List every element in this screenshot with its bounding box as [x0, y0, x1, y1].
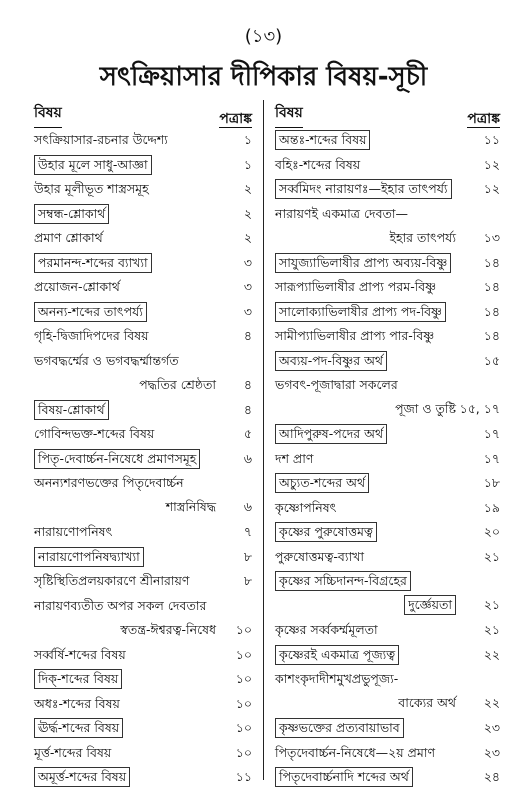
- toc-entry: [34, 692, 252, 717]
- toc-entry-text: সৃষ্টিস্থিতিপ্রলয়কারণে শ্রীনারায়ণ: [34, 573, 190, 588]
- toc-entry: [34, 349, 252, 398]
- toc-entry-text: পুরুষোত্তমত্ব-ব্যাখা: [275, 548, 364, 564]
- toc-entry-text: ভগবদ্ধর্ম্মের ও ভগবদ্ধর্ম্মান্তর্গত: [34, 352, 179, 368]
- toc-entry-text: কৃষ্ণভক্তের প্রত্যবায়াভাব: [275, 718, 404, 738]
- toc-entry-text: অধঃ-শব্দের বিষয়: [34, 695, 120, 711]
- toc-entry-text: মূর্ত্ত-শব্দের বিষয়: [34, 744, 112, 760]
- toc-entry-page: ২৪: [483, 769, 500, 784]
- toc-entry: [275, 153, 500, 178]
- toc-entry-text: সাযুজ্যাভিলাষীর প্রাপ্য অব্যয়-বিষ্ণু: [275, 253, 451, 273]
- toc-entry-page: ২৩: [483, 744, 500, 760]
- toc-entry: [275, 275, 500, 300]
- toc-entry-page: ২২: [483, 646, 500, 662]
- toc-entry-page: ১৫: [483, 352, 500, 368]
- toc-entry: [34, 716, 252, 741]
- toc-entry-text: সালোক্যাভিলাষীর প্রাপ্য পদ-বিষ্ণু: [275, 302, 446, 322]
- toc-entry: [275, 300, 500, 325]
- toc-entry-page: ১৪: [483, 279, 500, 294]
- toc-entry: [34, 520, 252, 545]
- toc-entry: [34, 741, 252, 766]
- toc-entry-page: ৩: [243, 254, 252, 270]
- left-column: [34, 104, 252, 790]
- toc-entry-text: প্রমাণ শ্লোকার্থ: [34, 230, 103, 245]
- toc-entry-text: পিতৃদেবার্চ্চন-নিষেধে—২য় প্রমাণ: [275, 744, 436, 760]
- toc-entry: [34, 667, 252, 692]
- toc-entry-page: ১০: [235, 695, 252, 711]
- toc-entry: [34, 226, 252, 251]
- toc-entry-text-continued: বাক্যের অর্থ: [398, 695, 456, 710]
- toc-entry-text: আদিপুরুষ-পদের অর্থ: [275, 424, 387, 444]
- toc-entry-text: অনন্যশরণভক্তের পিতৃদেবার্চ্চন: [34, 475, 184, 490]
- toc-entry-text: অনন্য-শব্দের তাৎপর্য্য: [34, 302, 147, 322]
- right-entry-list: [275, 128, 500, 790]
- toc-entry: [34, 643, 252, 668]
- toc-entry-text: বহিঃ-শব্দের বিষয়: [275, 156, 361, 172]
- toc-entry-page: ১০: [235, 671, 252, 686]
- toc-entry-text: নারায়ণোপনিষৎ: [34, 524, 113, 539]
- toc-entry-text: অচ্যুত-শব্দের অর্থ: [275, 473, 369, 493]
- toc-entry-page: ১: [243, 132, 252, 147]
- toc-entry-page: ২: [243, 205, 252, 221]
- toc-entry-page: ১৮: [483, 475, 500, 490]
- toc-entry: [275, 496, 500, 521]
- toc-entry: [275, 716, 500, 741]
- toc-entry-text-continued: ইহার তাৎপর্য্য: [389, 229, 456, 245]
- toc-entry-page: ৩: [243, 279, 252, 294]
- toc-entry-text: কৃষ্ণের সচ্চিদানন্দ-বিগ্রহের: [275, 571, 411, 591]
- toc-entry-page: ১৩: [483, 229, 500, 245]
- toc-entry-page: ৮: [243, 573, 252, 588]
- toc-entry-text: গৃহি-দ্বিজাদিপদের বিষয়: [34, 328, 149, 343]
- toc-entry: [275, 324, 500, 349]
- toc-entry-page: ১০: [235, 621, 252, 637]
- left-entry-list: [34, 128, 252, 790]
- toc-entry-page: ৪: [243, 376, 252, 392]
- toc-entry-text: সম্বন্ধ-শ্লোকার্থ: [34, 204, 109, 224]
- toc-entry: [34, 202, 252, 227]
- toc-entry-page: ১১: [483, 132, 500, 147]
- toc-entry-page: ১৯: [483, 499, 500, 515]
- toc-entry-text: কৃষ্ণেরই একমাত্র পূজ্যত্ব: [275, 645, 399, 665]
- toc-entry-page: ২১: [483, 548, 500, 564]
- toc-entry-text: সামীপ্যাভিলাষীর প্রাপ্য পার-বিষ্ণু: [275, 328, 435, 343]
- toc-entry: [275, 202, 500, 251]
- toc-entry-page: ১৭: [483, 426, 500, 441]
- toc-entry-page: ১০: [235, 646, 252, 662]
- toc-entry-text: গোবিন্দভক্ত-শব্দের বিষয়: [34, 426, 155, 441]
- toc-entry-text-continued: স্বতন্ত্র-ঈশ্বরত্ব-নিষেধ: [120, 621, 216, 637]
- toc-entry-page: ১৫, ১৭: [459, 401, 500, 416]
- page-title: সৎক্রিয়াসার দীপিকার বিষয়-সূচী: [99, 62, 428, 92]
- toc-entry-page: ২: [243, 230, 252, 245]
- page-header: পত্রাঙ্ক: [219, 111, 252, 127]
- toc-entry-text: পরমানন্দ-শব্দের ব্যাখ্যা: [34, 253, 152, 273]
- toc-entry: [34, 128, 252, 153]
- toc-entry-page: ১২: [483, 156, 500, 172]
- toc-entry-text: উহার মূলে সাধু-আজ্ঞা: [34, 155, 152, 175]
- toc-entry-text: নারায়ণব্যতীত অপর সকল দেবতার: [34, 597, 207, 613]
- toc-entry: [34, 765, 252, 790]
- toc-entry-page: ৭: [243, 524, 252, 539]
- toc-entry-page: ২০: [483, 524, 500, 539]
- right-column-header: [275, 104, 500, 128]
- toc-entry-text: বিষয়-শ্লোকার্থ: [34, 400, 109, 420]
- toc-entry-page: ৫: [243, 426, 252, 441]
- toc-entry-page: ১: [243, 156, 252, 172]
- toc-entry-text: প্রয়োজন-শ্লোকার্থ: [34, 279, 120, 294]
- toc-entry-page: ২১: [483, 597, 500, 612]
- toc-entry-page: ১০: [235, 720, 252, 735]
- toc-entry-page: ১০: [235, 744, 252, 760]
- column-divider: [263, 100, 264, 780]
- toc-entry: [34, 300, 252, 325]
- toc-entry-page: ১৪: [483, 254, 500, 270]
- toc-entry-text: দশ প্রাণ: [275, 450, 314, 466]
- toc-entry: [275, 251, 500, 276]
- right-column: [275, 104, 500, 790]
- toc-entry-page: ৪: [243, 401, 252, 417]
- toc-entry-text: কৃষ্ণোপনিষৎ: [275, 499, 337, 515]
- toc-entry: [275, 667, 500, 716]
- toc-entry: [34, 422, 252, 447]
- toc-entry-text: ভগবৎ-পূজাদ্বারা সকলের: [275, 377, 398, 392]
- toc-entry: [275, 373, 500, 422]
- toc-entry: [275, 422, 500, 447]
- toc-entry-page: ১২: [483, 181, 500, 196]
- toc-entry-text: অন্তঃ-শব্দের বিষয়: [275, 130, 370, 150]
- toc-entry-page: ২: [243, 181, 252, 196]
- toc-entry-page: ৬: [243, 450, 252, 466]
- toc-entry: [275, 569, 500, 618]
- toc-entry-text: পিতৃদেবার্চ্চনাদি শব্দের অর্থ: [275, 767, 413, 787]
- toc-entry-page: ৩: [243, 303, 252, 319]
- toc-entry-text: কৃষ্ণের পুরুষোত্তমত্ব: [275, 522, 377, 542]
- toc-entry: [275, 643, 500, 668]
- toc-entry-text-continued: শাস্ত্রনিষিদ্ধ: [165, 499, 216, 514]
- toc-entry-text: অব্যয়-পদ-বিষ্ণুর অর্থ: [275, 351, 387, 371]
- toc-entry-page: ৪: [243, 328, 252, 343]
- toc-entry: [275, 177, 500, 202]
- toc-entry-text-continued: দুর্জ্ঞেয়তা: [404, 595, 456, 615]
- toc-entry: [34, 324, 252, 349]
- toc-entry: [34, 471, 252, 520]
- toc-entry-page: ২২: [483, 695, 500, 710]
- toc-entry: [275, 741, 500, 766]
- toc-entry: [275, 618, 500, 643]
- toc-entry: [34, 447, 252, 472]
- toc-entry-text-continued: পূজা ও তুষ্টি: [395, 401, 456, 416]
- toc-entry-text: কৃষ্ণের সর্ব্বকর্ম্মমূলতা: [275, 622, 378, 637]
- toc-entry: [34, 569, 252, 594]
- toc-entry: [34, 251, 252, 276]
- toc-entry-page: ২৩: [483, 720, 500, 735]
- toc-entry-text: সৎক্রিয়াসার-রচনার উদ্দেশ্য: [34, 132, 168, 147]
- toc-entry: [34, 398, 252, 423]
- toc-entry: [275, 447, 500, 472]
- toc-entry-text: সর্ব্বমিদং নারায়ণঃ—ইহার তাৎপর্য্য: [275, 179, 452, 199]
- toc-entry: [34, 177, 252, 202]
- toc-entry-page: ৮: [243, 548, 252, 564]
- toc-entry: [275, 545, 500, 570]
- toc-entry-text: ঊর্দ্ধ-শব্দের বিষয়: [34, 718, 123, 738]
- left-column-header: [34, 104, 252, 128]
- toc-entry: [275, 765, 500, 790]
- toc-entry-text: দিক্-শব্দের বিষয়: [34, 669, 122, 689]
- toc-entry-text: নারায়ণই একমাত্র দেবতা—: [275, 205, 409, 221]
- toc-entry-text: পিতৃ-দেবার্চ্চন-নিষেধে প্রমাণসমূহ: [34, 449, 200, 469]
- toc-entry: [275, 520, 500, 545]
- toc-entry-text: কাশংকৃদাদীশমুখপ্রভুপূজ্য-: [275, 671, 399, 686]
- toc-entry: [34, 153, 252, 178]
- toc-entry: [34, 275, 252, 300]
- subject-header: বিষয়: [275, 104, 303, 128]
- subject-header: বিষয়: [34, 104, 62, 128]
- toc-entry-page: ২১: [483, 622, 500, 637]
- toc-entry: [34, 594, 252, 643]
- toc-entry: [275, 349, 500, 374]
- toc-entry-page: ৬: [243, 499, 252, 514]
- toc-entry-page: ১১: [235, 769, 252, 784]
- page-number: (১৩): [244, 26, 283, 47]
- toc-entry: [34, 545, 252, 570]
- toc-entry-text: উহার মূলীভূত শাস্ত্রসমূহ: [34, 181, 149, 196]
- toc-entry-text: অমূর্ত্ত-শব্দের বিষয়: [34, 767, 130, 787]
- toc-entry-page: ১৭: [483, 450, 500, 466]
- toc-entry-page: ১৪: [483, 328, 500, 343]
- toc-entry-text: নারায়ণোপনিষদ্ব্যাখ্যা: [34, 547, 144, 567]
- page-header: পত্রাঙ্ক: [467, 111, 500, 127]
- toc-entry-page: ১৪: [483, 303, 500, 319]
- toc-entry: [275, 128, 500, 153]
- toc-entry: [275, 471, 500, 496]
- toc-entry-text-continued: পদ্ধতির শ্রেষ্ঠতা: [139, 376, 216, 392]
- toc-entry-text: সর্ব্বর্ষি-শব্দের বিষয়: [34, 646, 126, 662]
- toc-entry-text: সারূপ্যাভিলাষীর প্রাপ্য পরম-বিষ্ণু: [275, 279, 437, 294]
